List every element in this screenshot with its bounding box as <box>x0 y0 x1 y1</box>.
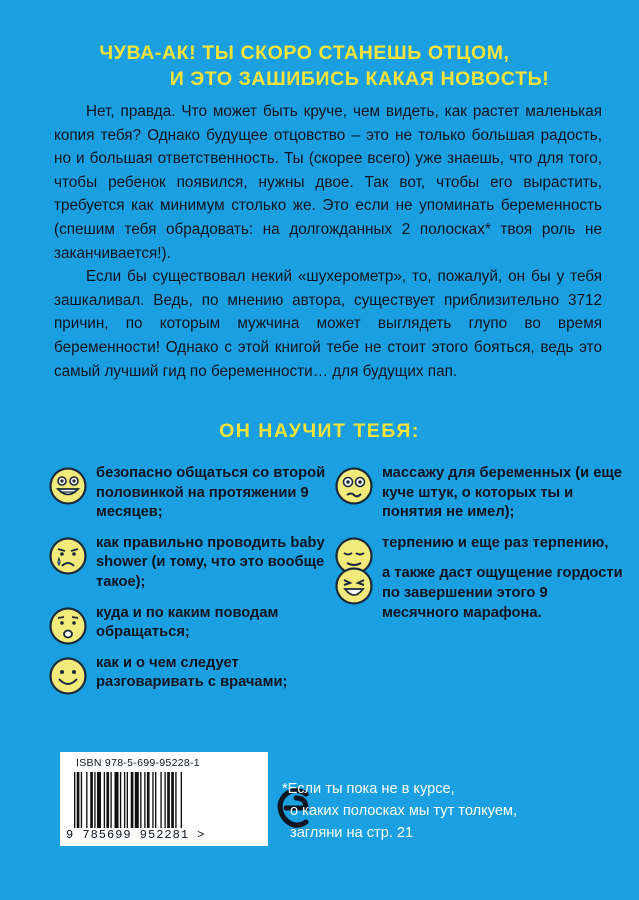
barcode-bar <box>97 772 101 828</box>
barcode-bar <box>181 772 182 828</box>
barcode-bar <box>110 772 111 828</box>
list-item <box>48 534 328 593</box>
list-item <box>334 564 624 623</box>
ean-digits: 9 785699 952281 > <box>66 828 206 842</box>
list-item <box>334 534 624 554</box>
barcode-bar <box>74 772 75 828</box>
benefits-list-left <box>48 464 328 704</box>
footnote-line-2: о каких полосках мы тут толкуем, <box>290 803 518 819</box>
barcode-bar <box>135 772 139 828</box>
barcode-bar <box>140 772 141 828</box>
barcode-bar <box>94 772 95 828</box>
barcode-bar <box>127 772 128 828</box>
subheading: ОН НАУЧИТ ТЕБЯ: <box>219 420 420 442</box>
intro-paragraph-1: Нет, правда. Что может быть круче, чем видеть, как растет маленькая копия тебя? Однако будущее отцовство – это не только большая радость, но и большая ответственность. Ты (скорее всего) уже знаешь, что для того, чтобы ребенок появился, нужны двое. Так вот, чтобы его вырастить, требуется как минимум столько же. Это если не упоминать беременность (спешим тебя обрадовать: на долгожданных 2 полосках* твоя роль не заканчивается!). <box>54 103 602 262</box>
laughing-face-icon <box>334 566 374 606</box>
barcode-bar <box>155 772 156 828</box>
barcode-bar <box>90 772 93 828</box>
barcode-bar <box>124 772 125 828</box>
list-item <box>48 604 328 643</box>
headline-line-1: ЧУВА-АК! ТЫ СКОРО СТАНЕШЬ ОТЦОМ, <box>99 42 510 64</box>
intro-paragraph-2: Если бы существовал некий «шухерометр», то, пожалуй, он бы у тебя зашкаливал. Ведь, по мнению автора, существует приблизительно 3712 причин, по которым мужчина может выглядеть глупо во время беременности! Однако с этой книгой тебе не стоит этого бояться, ведь это самый лучший гид по беременности… для будущих пап. <box>54 268 602 380</box>
barcode-bar <box>164 772 165 828</box>
list-item-text: как и о чем следует разговаривать с врачами; <box>96 654 288 691</box>
barcode-bar <box>106 772 109 828</box>
smiling-face-icon <box>48 656 88 696</box>
barcode-bar <box>86 772 87 828</box>
list-item <box>48 464 328 523</box>
list-item-text: куда и по каким поводам обращаться; <box>96 604 279 641</box>
barcode-bar <box>144 772 145 828</box>
barcode-bar <box>171 772 174 828</box>
barcode-bars <box>72 772 252 828</box>
footnote-line-1: *Если ты пока не в курсе, <box>282 781 455 797</box>
barcode-bar <box>104 772 105 828</box>
barcode-bar <box>120 772 121 828</box>
list-item <box>334 464 624 523</box>
barcode-bar <box>131 772 134 828</box>
headline-line-2: И ЭТО ЗАШИБИСЬ КАКАЯ НОВОСТЬ! <box>169 68 550 90</box>
headline <box>0 40 639 92</box>
barcode-bar <box>147 772 150 828</box>
barcode-bar <box>175 772 176 828</box>
barcode-bar <box>152 772 153 828</box>
grinning-face-icon <box>48 466 88 506</box>
crying-face-icon <box>48 536 88 576</box>
barcode-bar <box>115 772 119 828</box>
barcode-bar <box>160 772 161 828</box>
list-item <box>48 654 328 693</box>
barcode <box>60 752 268 846</box>
list-item-text: массажу для беременных (и еще куче штук, о которых ты и понятия не имел); <box>382 465 622 521</box>
confused-face-icon <box>334 466 374 506</box>
benefits-list-right <box>334 464 624 634</box>
barcode-bar <box>81 772 82 828</box>
intro-text <box>54 100 602 383</box>
list-item-text: терпению и еще раз терпению, <box>382 534 609 551</box>
footnote-line-3: загляни на стр. 21 <box>290 825 414 841</box>
list-item-text: а также даст ощущение гордости по завершении этого 9 месячного марафона. <box>382 565 623 621</box>
list-item-text: безопасно общаться со второй половинкой на протяжении 9 месяцев; <box>96 465 326 521</box>
barcode-bar <box>77 772 80 828</box>
footnote <box>282 778 610 844</box>
isbn-number: ISBN 978-5-699-95228-1 <box>76 757 200 769</box>
barcode-bar <box>167 772 170 828</box>
worried-face-icon <box>48 606 88 646</box>
list-item-text: как правильно проводить baby shower (и тому, что это вообще такое); <box>96 534 325 590</box>
